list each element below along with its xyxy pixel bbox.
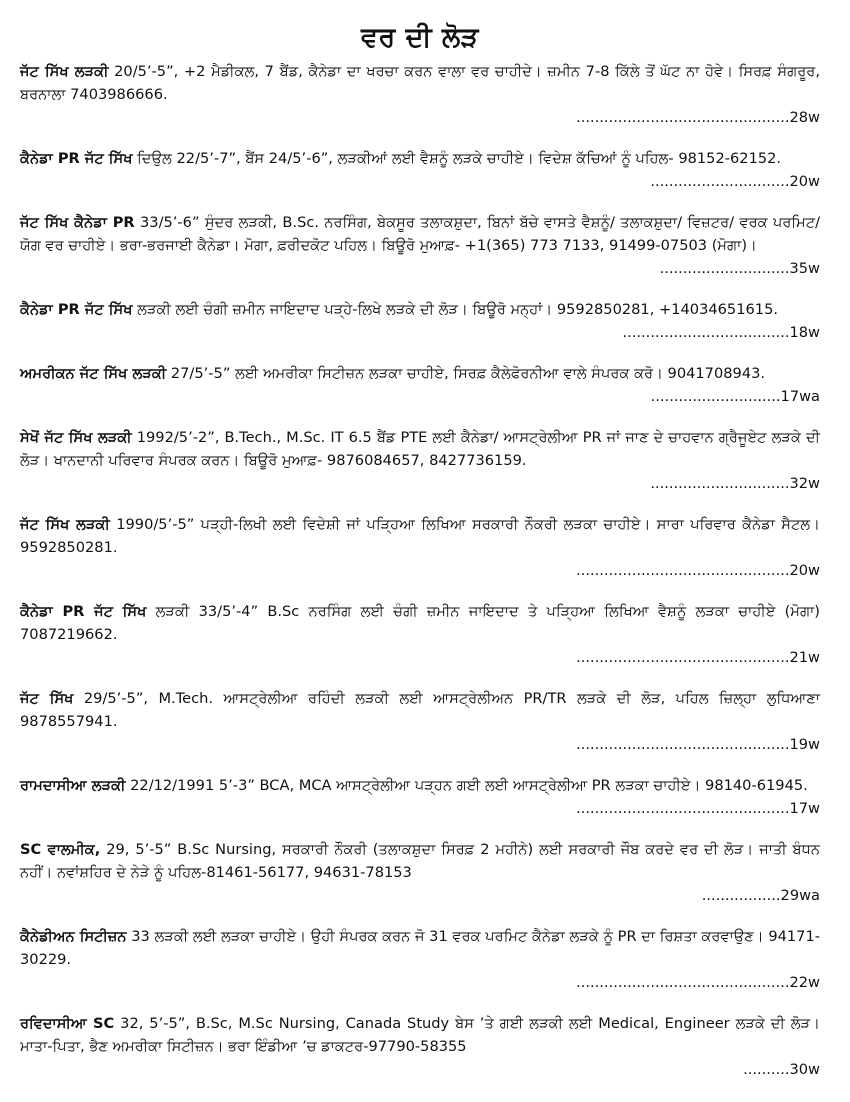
- ad-heading: ਕੈਨੇਡਾ PR ਜੱਟ ਸਿੱਖ: [20, 301, 133, 318]
- ad-code: ..............................32w: [650, 475, 820, 492]
- ad-heading: ਅਮਰੀਕਨ ਜੱਟ ਸਿੱਖ ਲੜਕੀ: [20, 365, 167, 382]
- ad-text: [20, 298, 820, 321]
- ad-text: [20, 513, 820, 559]
- ad-heading: ਕੈਨੇਡਾ PR ਜੱਟ ਸਿੱਖ: [20, 603, 147, 620]
- ad-code: ..............................................19w: [576, 736, 820, 753]
- ad-text: [20, 925, 820, 971]
- ad-heading: ਜੱਟ ਸਿੱਖ ਲੜਕੀ: [20, 516, 110, 533]
- ad-heading: ਸੇਖੋਂ ਜੱਟ ਸਿੱਖ ਲੜਕੀ: [20, 429, 132, 446]
- classified-ad: [20, 298, 820, 344]
- ad-body: 33 ਲੜਕੀ ਲਈ ਲੜਕਾ ਚਾਹੀਏ। ਉਹੀ ਸੰਪਰਕ ਕਰਨ ਜੋ 31 ਵਰਕ ਪਰਮਿਟ ਕੈਨੇਡਾ ਲੜਕੇ ਨੂੰ PR ਦਾ ਰਿਸ਼ਤਾ ਕਰਵਾਉਣ। 94171-30229.: [20, 928, 821, 968]
- ad-body: ਲੜਕੀ ਲਈ ਚੰਗੀ ਜ਼ਮੀਨ ਜਾਇਦਾਦ ਪੜ੍ਹੇ-ਲਿਖੇ ਲੜਕੇ ਦੀ ਲੋੜ। ਬਿਊਰੋ ਮਨ੍ਹਾਂ। 9592850281, +14034651615.: [132, 301, 778, 318]
- ad-text: [20, 362, 820, 385]
- ad-text: [20, 60, 820, 106]
- ad-body: 32, 5’-5”, B.Sc, M.Sc Nursing, Canada Study ਬੇਸ ’ਤੇ ਗਈ ਲੜਕੀ ਲਈ Medical, Engineer ਲੜਕੇ ਦੀ ਲੋੜ। ਮਾਤਾ-ਪਿਤਾ, ਭੈਣ ਅਮਰੀਕਾ ਸਿਟੀਜ਼ਨ। ਭਰਾ ਇੰਡੀਆ ’ਚ ਡਾਕਟਰ-97790-58355: [20, 1015, 820, 1055]
- classified-ad: [20, 513, 820, 582]
- ad-body: 27/5’-5” ਲਈ ਅਮਰੀਕਾ ਸਿਟੀਜ਼ਨ ਲੜਕਾ ਚਾਹੀਏ, ਸਿਰਫ਼ ਕੈਲੇਫੋਰਨੀਆ ਵਾਲੇ ਸੰਪਰਕ ਕਰੋ। 9041708943.: [166, 365, 766, 382]
- ad-heading: ਰਵਿਦਾਸੀਆ SC: [20, 1015, 115, 1032]
- ad-code: ..............................................21w: [576, 649, 820, 666]
- classified-ad: [20, 426, 820, 495]
- ad-heading: ਰਾਮਦਾਸੀਆ ਲੜਕੀ: [20, 777, 126, 794]
- ad-heading: SC ਵਾਲਮੀਕ,: [20, 841, 101, 858]
- ad-heading: ਕੈਨੇਡੀਅਨ ਸਿਟੀਜ਼ਨ: [20, 928, 127, 945]
- ad-code: ..........30w: [743, 1061, 820, 1078]
- classified-ad: [20, 211, 820, 280]
- ad-text: [20, 600, 820, 646]
- ad-code: ............................17wa: [650, 388, 820, 405]
- ad-body: ਦਿਉਲ 22/5’-7”, ਬੈਂਸ 24/5’-6”, ਲੜਕੀਆਂ ਲਈ ਵੈਸ਼ਨੂੰ ਲੜਕੇ ਚਾਹੀਏ। ਵਿਦੇਸ਼ ਕੱਚਿਆਂ ਨੂੰ ਪਹਿਲ- 98152-62152.: [132, 150, 782, 167]
- ad-heading: ਜੱਟ ਸਿੱਖ: [20, 690, 74, 707]
- ad-code: ..............................20w: [650, 173, 820, 190]
- classified-ad: [20, 687, 820, 756]
- ad-code: ..............................................17w: [576, 800, 820, 817]
- classified-ad: [20, 60, 820, 129]
- ad-code: ..............................................22w: [576, 974, 820, 991]
- classified-ad: [20, 600, 820, 669]
- ad-body: ਲੜਕੀ 33/5’-4” B.Sc ਨਰਸਿੰਗ ਲਈ ਚੰਗੀ ਜ਼ਮੀਨ ਜਾਇਦਾਦ ਤੇ ਪੜ੍ਹਿਆ ਲਿਖਿਆ ਵੈਸ਼ਨੂੰ ਲੜਕਾ ਚਾਹੀਏ (ਮੋਗਾ) 7087219662.: [20, 603, 820, 643]
- ad-code: .................29wa: [701, 887, 820, 904]
- ad-text: [20, 774, 820, 797]
- ad-code: ..............................................20w: [576, 562, 820, 579]
- ad-body: 1990/5’-5” ਪੜ੍ਹੀ-ਲਿਖੀ ਲਈ ਵਿਦੇਸ਼ੀ ਜਾਂ ਪੜ੍ਹਿਆ ਲਿਖਿਆ ਸਰਕਾਰੀ ਨੌਕਰੀ ਲੜਕਾ ਚਾਹੀਏ। ਸਾਰਾ ਪਰਿਵਾਰ ਕੈਨੇਡਾ ਸੈਟਲ। 9592850281.: [20, 516, 820, 556]
- ad-body: 20/5’-5”, +2 ਮੈਡੀਕਲ, 7 ਬੈਂਡ, ਕੈਨੇਡਾ ਦਾ ਖਰਚਾ ਕਰਨ ਵਾਲਾ ਵਰ ਚਾਹੀਦੇ। ਜ਼ਮੀਨ 7-8 ਕਿੱਲੇ ਤੋਂ ਘੱਟ ਨਾ ਹੋਵੇ। ਸਿਰਫ਼ ਸੰਗਰੂਰ, ਬਰਨਾਲਾ 7403986666.: [20, 63, 820, 103]
- ad-code: ............................35w: [659, 260, 820, 277]
- classified-ad: [20, 147, 820, 193]
- ad-body: 22/12/1991 5’-3” BCA, MCA ਆਸਟ੍ਰੇਲੀਆ ਪੜ੍ਹਨ ਗਈ ਲਈ ਆਸਟ੍ਰੇਲੀਆ PR ਲੜਕਾ ਚਾਹੀਏ। 98140-61945.: [125, 777, 808, 794]
- ad-body: 33/5’-6” ਸੁੰਦਰ ਲੜਕੀ, B.Sc. ਨਰਸਿੰਗ, ਬੇਕਸੂਰ ਤਲਾਕਸ਼ੁਦਾ, ਬਿਨਾਂ ਬੱਚੇ ਵਾਸਤੇ ਵੈਸ਼ਨੂੰ/ ਤਲਾਕਸ਼ੁਦਾ/ ਵਿਜ਼ਟਰ/ ਵਰਕ ਪਰਮਿਟ/ ਯੋਗ ਵਰ ਚਾਹੀਏ। ਭਰਾ-ਭਰਜਾਈ ਕੈਨੇਡਾ। ਮੋਗਾ, ਫ਼ਰੀਦਕੋਟ ਪਹਿਲ। ਬਿਊਰੋ ਮੁਆਫ਼- +1(365) 773 7133, 91499-07503 (ਮੋਗਾ)।: [20, 214, 820, 254]
- ad-body: 1992/5’-2”, B.Tech., M.Sc. IT 6.5 ਬੈਂਡ PTE ਲਈ ਕੈਨੇਡਾ/ ਆਸਟ੍ਰੇਲੀਆ PR ਜਾਂ ਜਾਣ ਦੇ ਚਾਹਵਾਨ ਗ੍ਰੈਜੂਏਟ ਲੜਕੇ ਦੀ ਲੋੜ। ਖਾਨਦਾਨੀ ਪਰਿਵਾਰ ਸੰਪਰਕ ਕਰਨ। ਬਿਊਰੋ ਮੁਆਫ਼- 9876084657, 8427736159.: [20, 429, 821, 469]
- ad-code: ..............................................28w: [576, 109, 820, 126]
- ad-text: [20, 1012, 820, 1058]
- classified-ad: [20, 838, 820, 907]
- classified-ad: [20, 1012, 820, 1081]
- ad-body: 29/5’-5”, M.Tech. ਆਸਟ੍ਰੇਲੀਆ ਰਹਿੰਦੀ ਲੜਕੀ ਲਈ ਆਸਟ੍ਰੇਲੀਅਨ PR/TR ਲੜਕੇ ਦੀ ਲੋੜ, ਪਹਿਲ ਜ਼ਿਲ੍ਹਾ ਲੁਧਿਆਣਾ 9878557941.: [20, 690, 821, 730]
- ad-heading: ਜੱਟ ਸਿੱਖ ਕੈਨੇਡਾ PR: [20, 214, 135, 231]
- ad-text: [20, 147, 820, 170]
- ad-heading: ਕੈਨੇਡਾ PR ਜੱਟ ਸਿੱਖ: [20, 150, 133, 167]
- ad-text: [20, 687, 820, 733]
- ad-text: [20, 838, 820, 884]
- ad-heading: ਜੱਟ ਸਿੱਖ ਲੜਕੀ: [20, 63, 109, 80]
- page-title: ਵਰ ਦੀ ਲੋੜ: [361, 22, 479, 53]
- ad-text: [20, 426, 820, 472]
- ad-code: ....................................18w: [622, 324, 820, 341]
- ad-body: 29, 5’-5” B.Sc Nursing, ਸਰਕਾਰੀ ਨੌਕਰੀ (ਤਲਾਕਸ਼ੁਦਾ ਸਿਰਫ਼ 2 ਮਹੀਨੇ) ਲਈ ਸਰਕਾਰੀ ਜੌਬ ਕਰਦੇ ਵਰ ਦੀ ਲੋੜ। ਜਾਤੀ ਬੰਧਨ ਨਹੀਂ। ਨਵਾਂਸ਼ਹਿਰ ਦੇ ਨੇੜੇ ਨੂੰ ਪਹਿਲ-81461-56177, 94631-78153: [20, 841, 820, 881]
- classified-ad: [20, 362, 820, 408]
- classified-ad: [20, 925, 820, 994]
- classified-ad: [20, 774, 820, 820]
- ad-text: [20, 211, 820, 257]
- ads-list: [20, 60, 820, 1099]
